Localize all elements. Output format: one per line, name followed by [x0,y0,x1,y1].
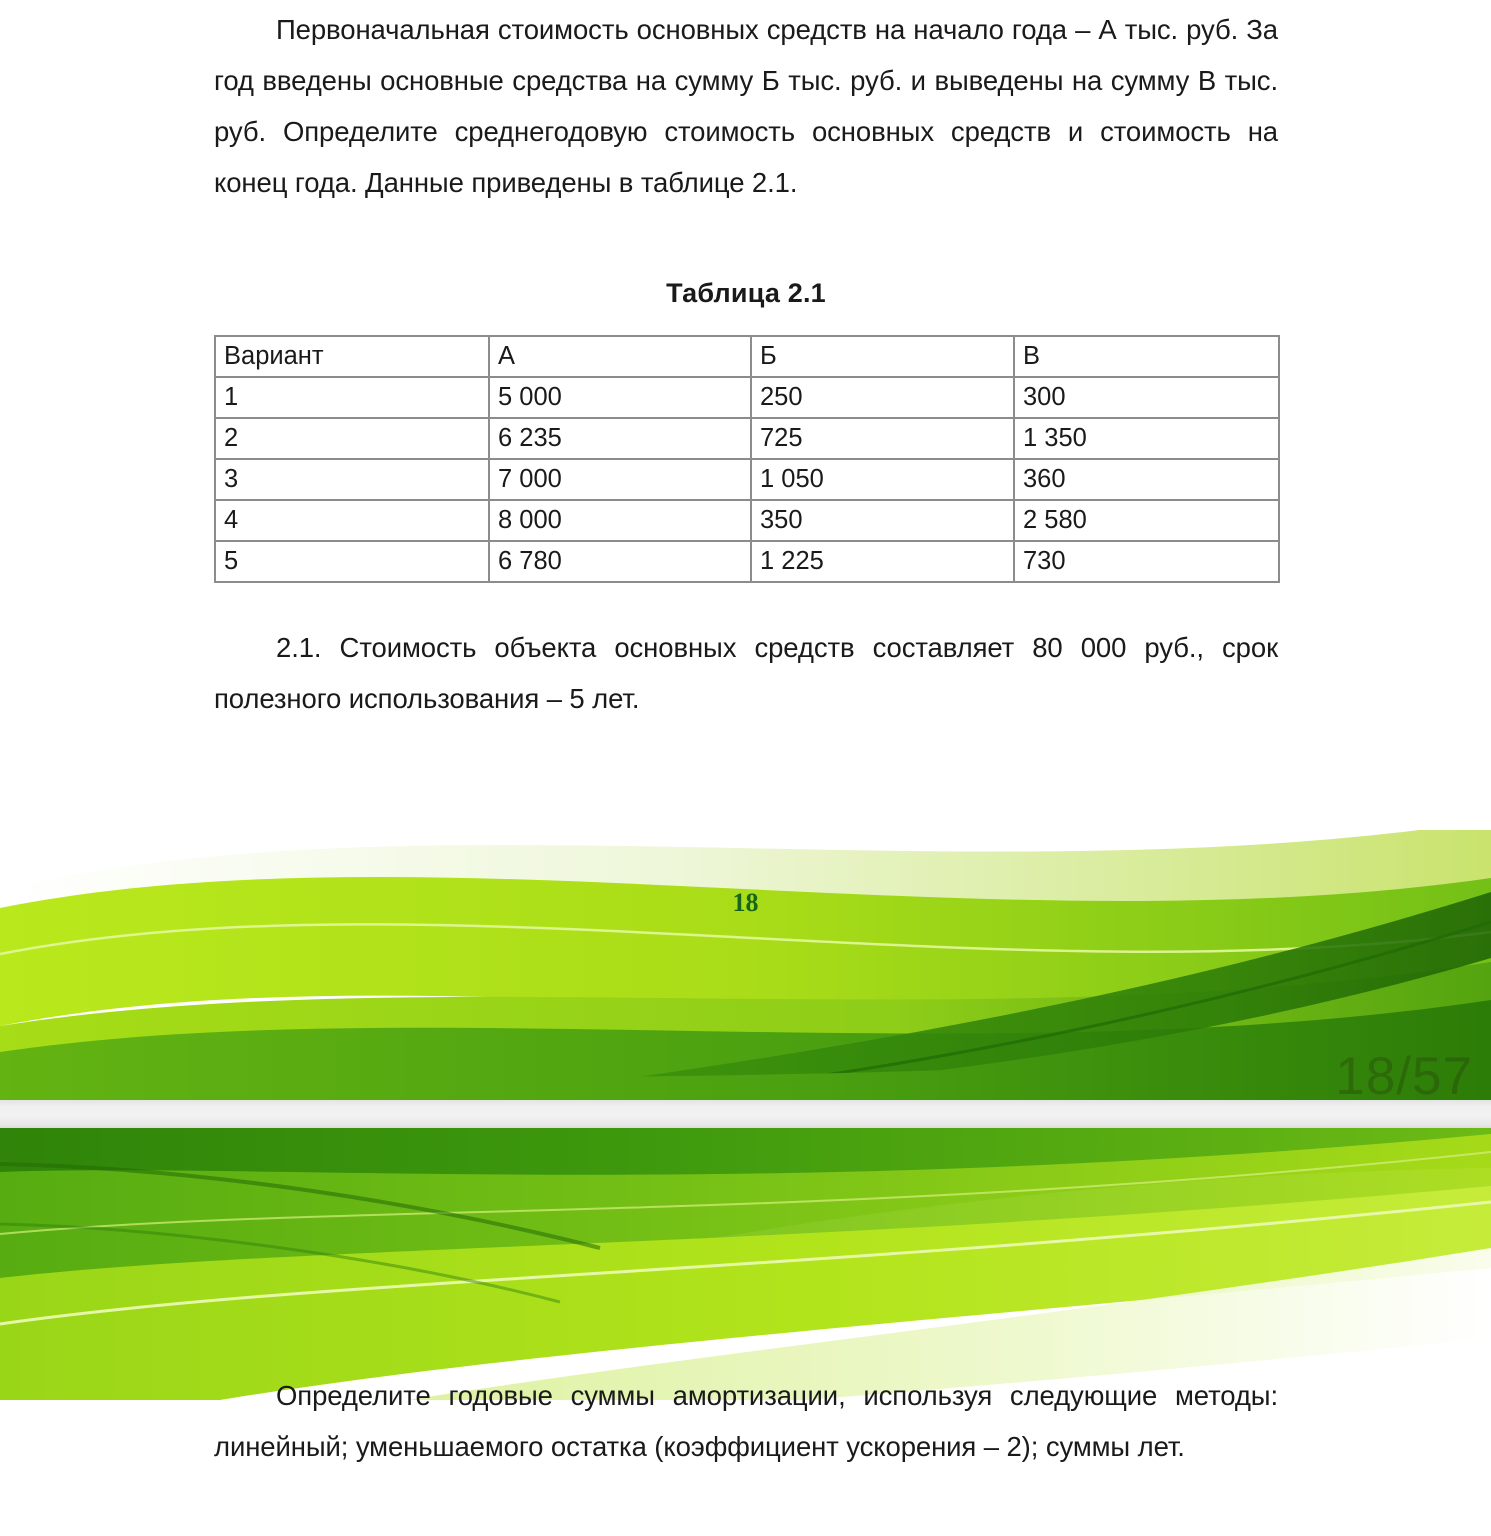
paragraph-bottom-text: Определите годовые суммы амортизации, используя следующие методы: линейный; уменьшаемого остатка (коэффициент ускорения – 2); суммы лет. [214,1380,1278,1462]
table-row [215,459,1279,500]
cell-variant: 2 [215,418,489,459]
document-page-bottom [0,1380,1491,1536]
cell-variant: 4 [215,500,489,541]
page-seam-divider [0,1100,1491,1128]
cell-b: 350 [751,500,1014,541]
paragraph-intro-text: Первоначальная стоимость основных средств на начало года – А тыс. руб. За год введены основные средства на сумму Б тыс. руб. и выведены на сумму В тыс. руб. Определите среднегодовую стоимость основных средств и стоимость на конец года. Данные приведены в таблице 2.1. [214,14,1278,198]
table-row [215,541,1279,582]
cell-v: 360 [1014,459,1279,500]
paragraph-task-text: 2.1. Стоимость объекта основных средств составляет 80 000 руб., срок полезного использования – 5 лет. [214,632,1278,714]
variants-table [214,335,1280,583]
cell-b: 1 225 [751,541,1014,582]
cell-variant: 1 [215,377,489,418]
table-header-variant: Вариант [215,336,489,377]
page-indicator-overlay: 18/57 [1335,1047,1473,1106]
cell-a: 7 000 [489,459,751,500]
cell-v: 730 [1014,541,1279,582]
table-header-a: А [489,336,751,377]
table-header-v: В [1014,336,1279,377]
table-row [215,500,1279,541]
cell-a: 8 000 [489,500,751,541]
table-row [215,377,1279,418]
paragraph-task [214,622,1278,724]
green-wave-banner-top [0,830,1491,1100]
cell-variant: 5 [215,541,489,582]
paragraph-bottom-wrapper [214,1370,1278,1472]
cell-a: 6 235 [489,418,751,459]
paragraph-intro [214,4,1278,208]
cell-b: 250 [751,377,1014,418]
table-caption: Таблица 2.1 [666,278,826,308]
page-number: 18 [732,888,759,917]
cell-a: 6 780 [489,541,751,582]
cell-v: 2 580 [1014,500,1279,541]
paragraph-task-wrapper [214,622,1278,724]
table-row [215,418,1279,459]
paragraph-bottom [214,1370,1278,1472]
table-header-b: Б [751,336,1014,377]
table-header-row [215,336,1279,377]
cell-v: 1 350 [1014,418,1279,459]
cell-a: 5 000 [489,377,751,418]
cell-v: 300 [1014,377,1279,418]
paragraph-intro-wrapper [214,4,1278,208]
cell-b: 1 050 [751,459,1014,500]
cell-b: 725 [751,418,1014,459]
cell-variant: 3 [215,459,489,500]
wave-graphic-top-svg [0,830,1491,1100]
